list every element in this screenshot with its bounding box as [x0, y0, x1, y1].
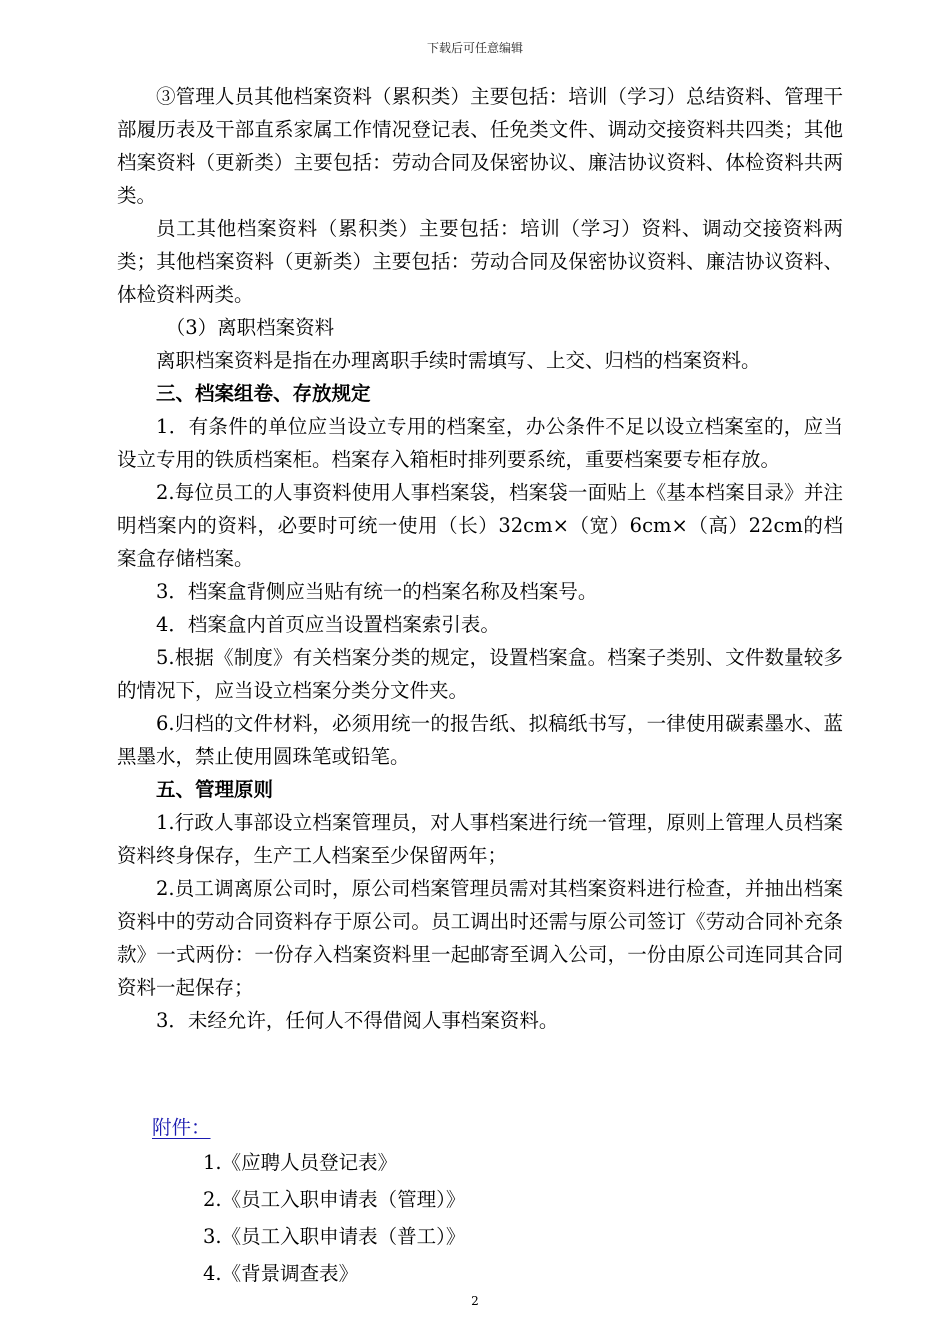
- paragraph-rule-2: 2.每位员工的人事资料使用人事档案袋，档案袋一面贴上《基本档案目录》并注明档案内的资料，必要时可统一使用（长）32cm×（宽）6cm×（高）22cm的档案盒存储档案。: [117, 481, 843, 570]
- page-number: 2: [471, 1294, 479, 1308]
- paragraph-rule-3: 3．档案盒背侧应当贴有统一的档案名称及档案号。: [156, 580, 598, 603]
- paragraph-rule-5: 5.根据《制度》有关档案分类的规定，设置档案盒。档案子类别、文件数量较多的情况下，应当设立档案分类分文件夹。: [117, 646, 843, 702]
- section-heading-management-principles: 五、管理原则: [156, 778, 274, 801]
- attachment-item: 4.《背景调查表》: [203, 1262, 359, 1285]
- attachment-item: 3.《员工入职申请表（普工）》: [203, 1225, 466, 1248]
- attachment-item: 1.《应聘人员登记表》: [203, 1151, 398, 1174]
- paragraph-rule-6: 6.归档的文件材料，必须用统一的报告纸、拟稿纸书写，一律使用碳素墨水、蓝黑墨水，禁止使用圆珠笔或铅笔。: [117, 712, 843, 768]
- attachments-link[interactable]: 附件：: [152, 1116, 211, 1139]
- paragraph-principle-3: 3．未经允许，任何人不得借阅人事档案资料。: [156, 1009, 559, 1032]
- paragraph-employee-other-files: 员工其他档案资料（累积类）主要包括：培训（学习）资料、调动交接资料两类；其他档案资料（更新类）主要包括：劳动合同及保密协议资料、廉洁协议资料、体检资料两类。: [117, 217, 843, 306]
- paragraph-rule-1: 1．有条件的单位应当设立专用的档案室，办公条件不足以设立档案室的，应当设立专用的铁质档案柜。档案存入箱柜时排列要系统，重要档案要专柜存放。: [117, 415, 843, 471]
- subheading-resignation-files: （3）离职档案资料: [165, 316, 335, 339]
- page-header: 下载后可任意编辑: [426, 41, 523, 55]
- attachments-list: [203, 1148, 465, 1296]
- document-body: [117, 80, 843, 1037]
- paragraph-principle-1: 1.行政人事部设立档案管理员，对人事档案进行统一管理，原则上管理人员档案资料终身保存，生产工人档案至少保留两年；: [117, 811, 843, 867]
- paragraph-management-other-files: ③管理人员其他档案资料（累积类）主要包括：培训（学习）总结资料、管理干部履历表及干部直系家属工作情况登记表、任免类文件、调动交接资料共四类；其他档案资料（更新类）主要包括：劳动合同及保密协议、廉洁协议资料、体检资料共两类。: [117, 85, 843, 207]
- paragraph-resignation-files: 离职档案资料是指在办理离职手续时需填写、上交、归档的档案资料。: [156, 349, 761, 372]
- attachment-item: 2.《员工入职申请表（管理）》: [203, 1188, 466, 1211]
- paragraph-rule-4: 4．档案盒内首页应当设置档案索引表。: [156, 613, 500, 636]
- section-heading-filing-storage: 三、档案组卷、存放规定: [156, 382, 371, 405]
- paragraph-principle-2: 2.员工调离原公司时，原公司档案管理员需对其档案资料进行检查，并抽出档案资料中的劳动合同资料存于原公司。员工调出时还需与原公司签订《劳动合同补充条款》一式两份：一份存入档案资料里一起邮寄至调入公司，一份由原公司连同其合同资料一起保存；: [117, 877, 843, 999]
